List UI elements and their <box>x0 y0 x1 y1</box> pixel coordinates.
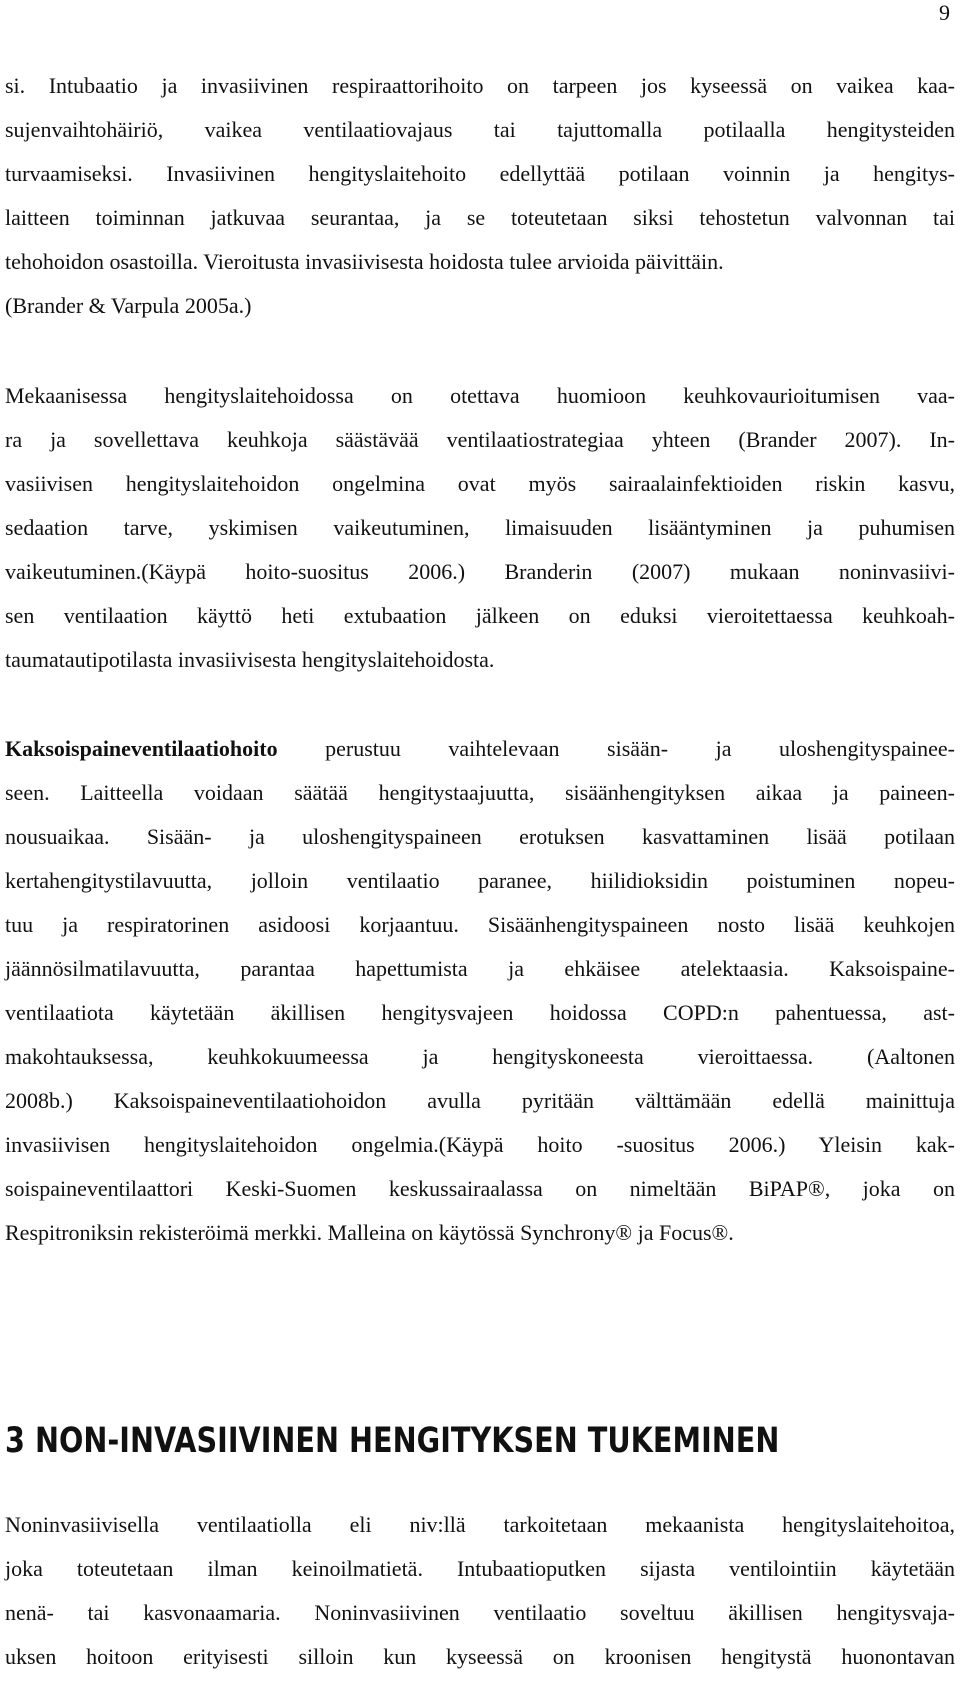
text-line: laitteen toiminnan jatkuvaa seurantaa, ja se toteutetaan siksi tehostetun valvonnan tai <box>5 205 955 230</box>
text-line: taumatautipotilasta invasiivisesta hengityslaitehoidosta. <box>5 647 495 672</box>
text-line: soispaineventilaattori Keski-Suomen keskussairaalassa on nimeltään BiPAP®, joka on <box>5 1176 955 1201</box>
text-line: Mekaanisessa hengityslaitehoidossa on otettava huomioon keuhkovaurioitumisen vaa- <box>5 383 955 408</box>
text-line: sen ventilaation käyttö heti extubaation jälkeen on eduksi vieroitettaessa keuhkoah- <box>5 603 955 628</box>
text-line: vaikeutuminen.(Käypä hoito-suositus 2006.) Branderin (2007) mukaan noninvasiivi- <box>5 559 955 584</box>
text-line: 2008b.) Kaksoispaineventilaatiohoidon avulla pyritään välttämään edellä mainittuja <box>5 1088 955 1113</box>
text-line: makohtauksessa, keuhkokuumeessa ja hengityskoneesta vieroittaessa. (Aaltonen <box>5 1044 955 1069</box>
text-line: (Brander & Varpula 2005a.) <box>5 293 252 318</box>
section-heading: 3 NON-INVASIIVINEN HENGITYKSEN TUKEMINEN <box>5 1421 780 1461</box>
text-line: sujenvaihtohäiriö, vaikea ventilaatiovajaus tai tajuttomalla potilaalla hengitysteiden <box>5 117 955 142</box>
page-number: 9 <box>939 0 950 25</box>
text-line: sedaation tarve, yskimisen vaikeutuminen, limaisuuden lisääntyminen ja puhumisen <box>5 515 955 540</box>
text-line: tehohoidon osastoilla. Vieroitusta invasiivisesta hoidosta tulee arvioida päivittäin. <box>5 249 724 274</box>
text-span: perustuu vaihtelevaan sisään- ja uloshengityspainee- <box>277 736 955 761</box>
text-line: kertahengitystilavuutta, jolloin ventilaatio paranee, hiilidioksidin poistuminen nopeu- <box>5 868 955 893</box>
text-line: Respitroniksin rekisteröimä merkki. Malleina on käytössä Synchrony® ja Focus®. <box>5 1220 734 1245</box>
text-line: turvaamiseksi. Invasiivinen hengityslaitehoito edellyttää potilaan voinnin ja hengitys- <box>5 161 955 186</box>
text-line: tuu ja respiratorinen asidoosi korjaantuu. Sisäänhengityspaineen nosto lisää keuhkojen <box>5 912 955 937</box>
text-line: Noninvasiivisella ventilaatiolla eli niv:llä tarkoitetaan mekaanista hengityslaitehoitoa, <box>5 1512 955 1537</box>
text-line: si. Intubaatio ja invasiivinen respiraattorihoito on tarpeen jos kyseessä on vaikea kaa- <box>5 73 955 98</box>
text-line: invasiivisen hengityslaitehoidon ongelmia.(Käypä hoito -suositus 2006.) Yleisin kak- <box>5 1132 955 1157</box>
text-line: uksen hoitoon erityisesti silloin kun kyseessä on kroonisen hengitystä huonontavan <box>5 1644 955 1669</box>
text-line: joka toteutetaan ilman keinoilmatietä. Intubaatioputken sijasta ventilointiin käytetään <box>5 1556 955 1581</box>
text-line: jäännösilmatilavuutta, parantaa hapettumista ja ehkäisee atelektaasia. Kaksoispaine- <box>5 956 955 981</box>
bold-term: Kaksoispaineventilaatiohoito <box>5 736 278 761</box>
text-line: nenä- tai kasvonaamaria. Noninvasiivinen ventilaatio soveltuu äkillisen hengitysvaja- <box>5 1600 955 1625</box>
text-line: seen. Laitteella voidaan säätää hengitystaajuutta, sisäänhengityksen aikaa ja paineen- <box>5 780 955 805</box>
text-line <box>5 735 955 763</box>
text-line: nousuaikaa. Sisään- ja uloshengityspaineen erotuksen kasvattaminen lisää potilaan <box>5 824 955 849</box>
text-line: ventilaatiota käytetään äkillisen hengitysvajeen hoidossa COPD:n pahentuessa, ast- <box>5 1000 955 1025</box>
text-line: vasiivisen hengityslaitehoidon ongelmina ovat myös sairaalainfektioiden riskin kasvu, <box>5 471 955 496</box>
text-line: ra ja sovellettava keuhkoja säästävää ventilaatiostrategiaa yhteen (Brander 2007). In- <box>5 427 955 452</box>
